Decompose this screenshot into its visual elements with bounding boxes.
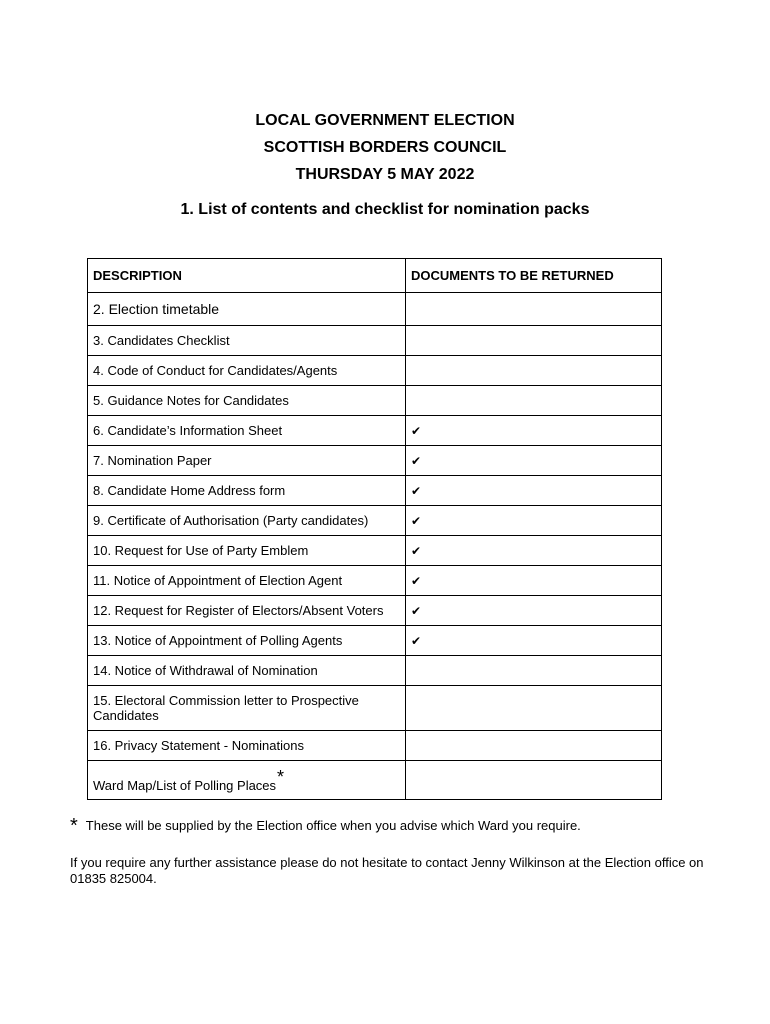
footnote-asterisk: * xyxy=(70,815,78,837)
row-description: 14. Notice of Withdrawal of Nomination xyxy=(88,656,406,686)
heading-council: SCOTTISH BORDERS COUNCIL xyxy=(263,139,507,156)
heading-election: LOCAL GOVERNMENT ELECTION xyxy=(255,112,515,129)
table-row xyxy=(88,761,662,800)
column-header-description: DESCRIPTION xyxy=(88,259,406,293)
footnote xyxy=(70,816,581,836)
row-returned xyxy=(406,356,662,386)
heading-date: THURSDAY 5 MAY 2022 xyxy=(295,166,475,183)
row-returned xyxy=(406,731,662,761)
table-row xyxy=(88,656,662,686)
row-returned xyxy=(406,686,662,731)
checkmark-icon: ✔ xyxy=(406,506,662,536)
row-description: 9. Certificate of Authorisation (Party candidates) xyxy=(88,506,406,536)
asterisk-mark: * xyxy=(277,767,285,787)
row-description: 12. Request for Register of Electors/Absent Voters xyxy=(88,596,406,626)
checkmark-icon: ✔ xyxy=(406,566,662,596)
table-row xyxy=(88,446,662,476)
checkmark-icon: ✔ xyxy=(406,416,662,446)
table-row xyxy=(88,476,662,506)
row-description: 6. Candidate’s Information Sheet xyxy=(88,416,406,446)
row-description: 8. Candidate Home Address form xyxy=(88,476,406,506)
row-returned xyxy=(406,656,662,686)
row-description xyxy=(88,761,406,800)
row-description: 10. Request for Use of Party Emblem xyxy=(88,536,406,566)
table-row xyxy=(88,506,662,536)
checkmark-icon: ✔ xyxy=(406,446,662,476)
row-returned xyxy=(406,293,662,326)
checkmark-icon: ✔ xyxy=(406,536,662,566)
checkmark-icon: ✔ xyxy=(406,476,662,506)
assistance-note: If you require any further assistance please do not hesitate to contact Jenny Wilkinson at the Election office on 01835 825004. xyxy=(70,855,704,886)
row-description: 13. Notice of Appointment of Polling Agents xyxy=(88,626,406,656)
table-row xyxy=(88,416,662,446)
table-row xyxy=(88,356,662,386)
row-description: 5. Guidance Notes for Candidates xyxy=(88,386,406,416)
table-row xyxy=(88,686,662,731)
column-header-documents: DOCUMENTS TO BE RETURNED xyxy=(406,259,662,293)
table-header-row xyxy=(88,259,662,293)
row-description: 7. Nomination Paper xyxy=(88,446,406,476)
table-row xyxy=(88,596,662,626)
section-title: 1. List of contents and checklist for nomination packs xyxy=(180,201,590,218)
table-row xyxy=(88,536,662,566)
row-description: 3. Candidates Checklist xyxy=(88,326,406,356)
table-row xyxy=(88,626,662,656)
checkmark-icon: ✔ xyxy=(406,626,662,656)
table-row xyxy=(88,566,662,596)
row-description: 11. Notice of Appointment of Election Agent xyxy=(88,566,406,596)
row-description: 16. Privacy Statement - Nominations xyxy=(88,731,406,761)
ward-map-label: Ward Map/List of Polling Places xyxy=(93,778,277,793)
contents-checklist-table xyxy=(87,258,662,800)
table-row xyxy=(88,326,662,356)
checkmark-icon: ✔ xyxy=(406,596,662,626)
row-description: 15. Electoral Commission letter to Prospective Candidates xyxy=(88,686,406,731)
row-returned xyxy=(406,761,662,800)
footnote-text: These will be supplied by the Election office when you advise which Ward you require. xyxy=(85,818,581,833)
table-row xyxy=(88,386,662,416)
row-description: 4. Code of Conduct for Candidates/Agents xyxy=(88,356,406,386)
table-row xyxy=(88,293,662,326)
table-row xyxy=(88,731,662,761)
row-returned xyxy=(406,386,662,416)
row-description: 2. Election timetable xyxy=(88,293,406,326)
row-returned xyxy=(406,326,662,356)
